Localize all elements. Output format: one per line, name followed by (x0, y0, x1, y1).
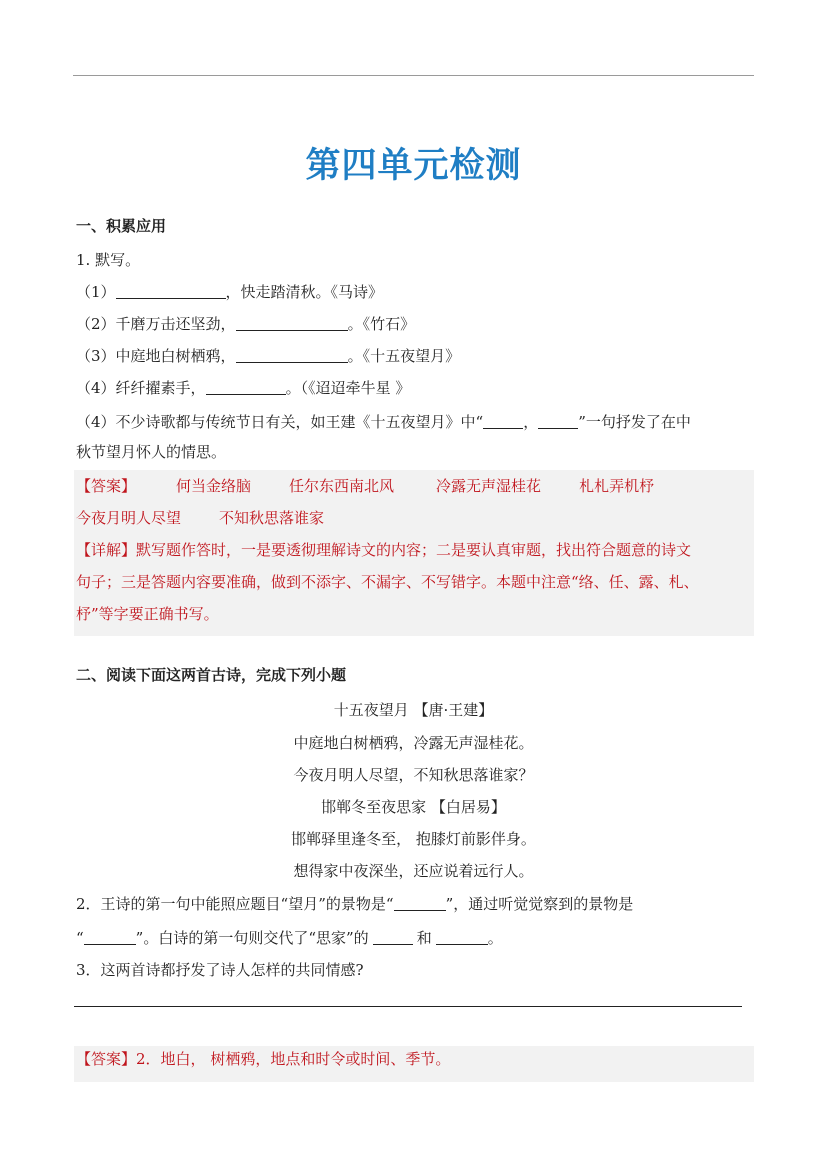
poem-title-1: 十五夜望月 【唐·王建】 (333, 701, 494, 719)
poem-line: 想得家中夜深坐，还应说着远行人。 (293, 862, 534, 880)
detail-row-3: 杼”等字要正确书写。 (76, 605, 219, 623)
q1-item-4 (76, 378, 410, 398)
answer-row (74, 1048, 754, 1070)
q1-item-5-line1: （4）不少诗歌都与传统节日有关，如王建《十五夜望月》中“ ， ”一句抒发了在中 (76, 413, 691, 431)
q1-item-2 (76, 314, 415, 334)
answer-blank (436, 929, 488, 945)
section2-heading: 二、阅读下面这两首古诗，完成下列小题 (76, 666, 347, 684)
detail-tag: 【详解】 (76, 541, 137, 559)
q1-item-3 (76, 346, 460, 366)
answer-box-1 (74, 470, 754, 636)
answer-item: 何当金络脑 (176, 477, 252, 495)
answer-tag: 【答案】 (76, 1050, 137, 1068)
answer-row-1 (74, 470, 754, 502)
answer-blank (116, 283, 226, 299)
item-text: 中庭地白树栖鸦， (115, 347, 236, 365)
answer-blank (538, 413, 578, 429)
q1-item-1 (76, 282, 383, 302)
item-text: 。《十五夜望月》 (347, 347, 461, 365)
answer-blank (206, 379, 286, 395)
item-text: 。《竹石》 (347, 315, 416, 333)
question-2-line2: “ ”。白诗的第一句则交代了“思家”的 和 。 (76, 929, 503, 947)
answer-line (74, 1006, 742, 1007)
detail-row-1: 【详解】默写题作答时，一是要透彻理解诗文的内容；二是要认真审题，找出符合题意的诗文 (76, 541, 692, 559)
answer-blank (394, 895, 446, 911)
header-rule (73, 75, 754, 76)
page-title: 第四单元检测 (305, 146, 522, 186)
q1-item-5-line2: 秋节望月怀人的情思。 (76, 443, 227, 461)
answer-blank (236, 347, 348, 363)
answer-blank (483, 413, 523, 429)
item-number: （1） (76, 283, 116, 301)
answer-blank (373, 929, 413, 945)
answer-item: 今夜月明人尽望 (76, 509, 182, 527)
poem-line: 邯郸驿里逢冬至， 抱膝灯前影伴身。 (291, 830, 536, 848)
answer-blank (84, 929, 136, 945)
item-text: 千磨万击还坚劲， (115, 315, 236, 333)
answer-blank (236, 315, 348, 331)
answer-item: 札札弄机杼 (579, 477, 655, 495)
item-text: 。（《迢迢牵牛星 》 (285, 379, 411, 397)
answer-tag: 【答案】 (76, 477, 137, 495)
detail-row-2: 句子；三是答题内容要准确，做到不添字、不漏字、不写错字。本题中注意“络、任、露、札、 (76, 573, 699, 591)
question-3: 3．这两首诗都抒发了诗人怎样的共同情感? (76, 961, 364, 979)
question-1: 1. 默写。 (76, 251, 141, 269)
poem-line: 今夜月明人尽望，不知秋思落谁家？ (293, 766, 534, 784)
section1-heading: 一、积累应用 (76, 217, 167, 235)
answer-row-2 (74, 502, 754, 534)
item-number: （4） (76, 379, 116, 397)
answer-box-2 (74, 1046, 754, 1082)
item-number: （2） (76, 315, 116, 333)
poem-line: 中庭地白树栖鸦，冷露无声湿桂花。 (293, 734, 534, 752)
answer-text: 2．地白， 树栖鸦，地点和时令或时间、季节。 (136, 1050, 451, 1068)
question-2-line1: 2．王诗的第一句中能照应题目“望月”的景物是“ ”，通过听觉觉察到的景物是 (76, 895, 634, 913)
item-text: ，快走踏清秋。《马诗》 (225, 283, 384, 301)
item-text: 纤纤擢素手， (115, 379, 206, 397)
answer-item: 任尔东西南北风 (289, 477, 395, 495)
answer-item: 不知秋思落谁家 (219, 509, 325, 527)
poem-title-2: 邯郸冬至夜思家 【白居易】 (321, 798, 506, 816)
answer-item: 冷露无声湿桂花 (436, 477, 542, 495)
item-number: （3） (76, 347, 116, 365)
